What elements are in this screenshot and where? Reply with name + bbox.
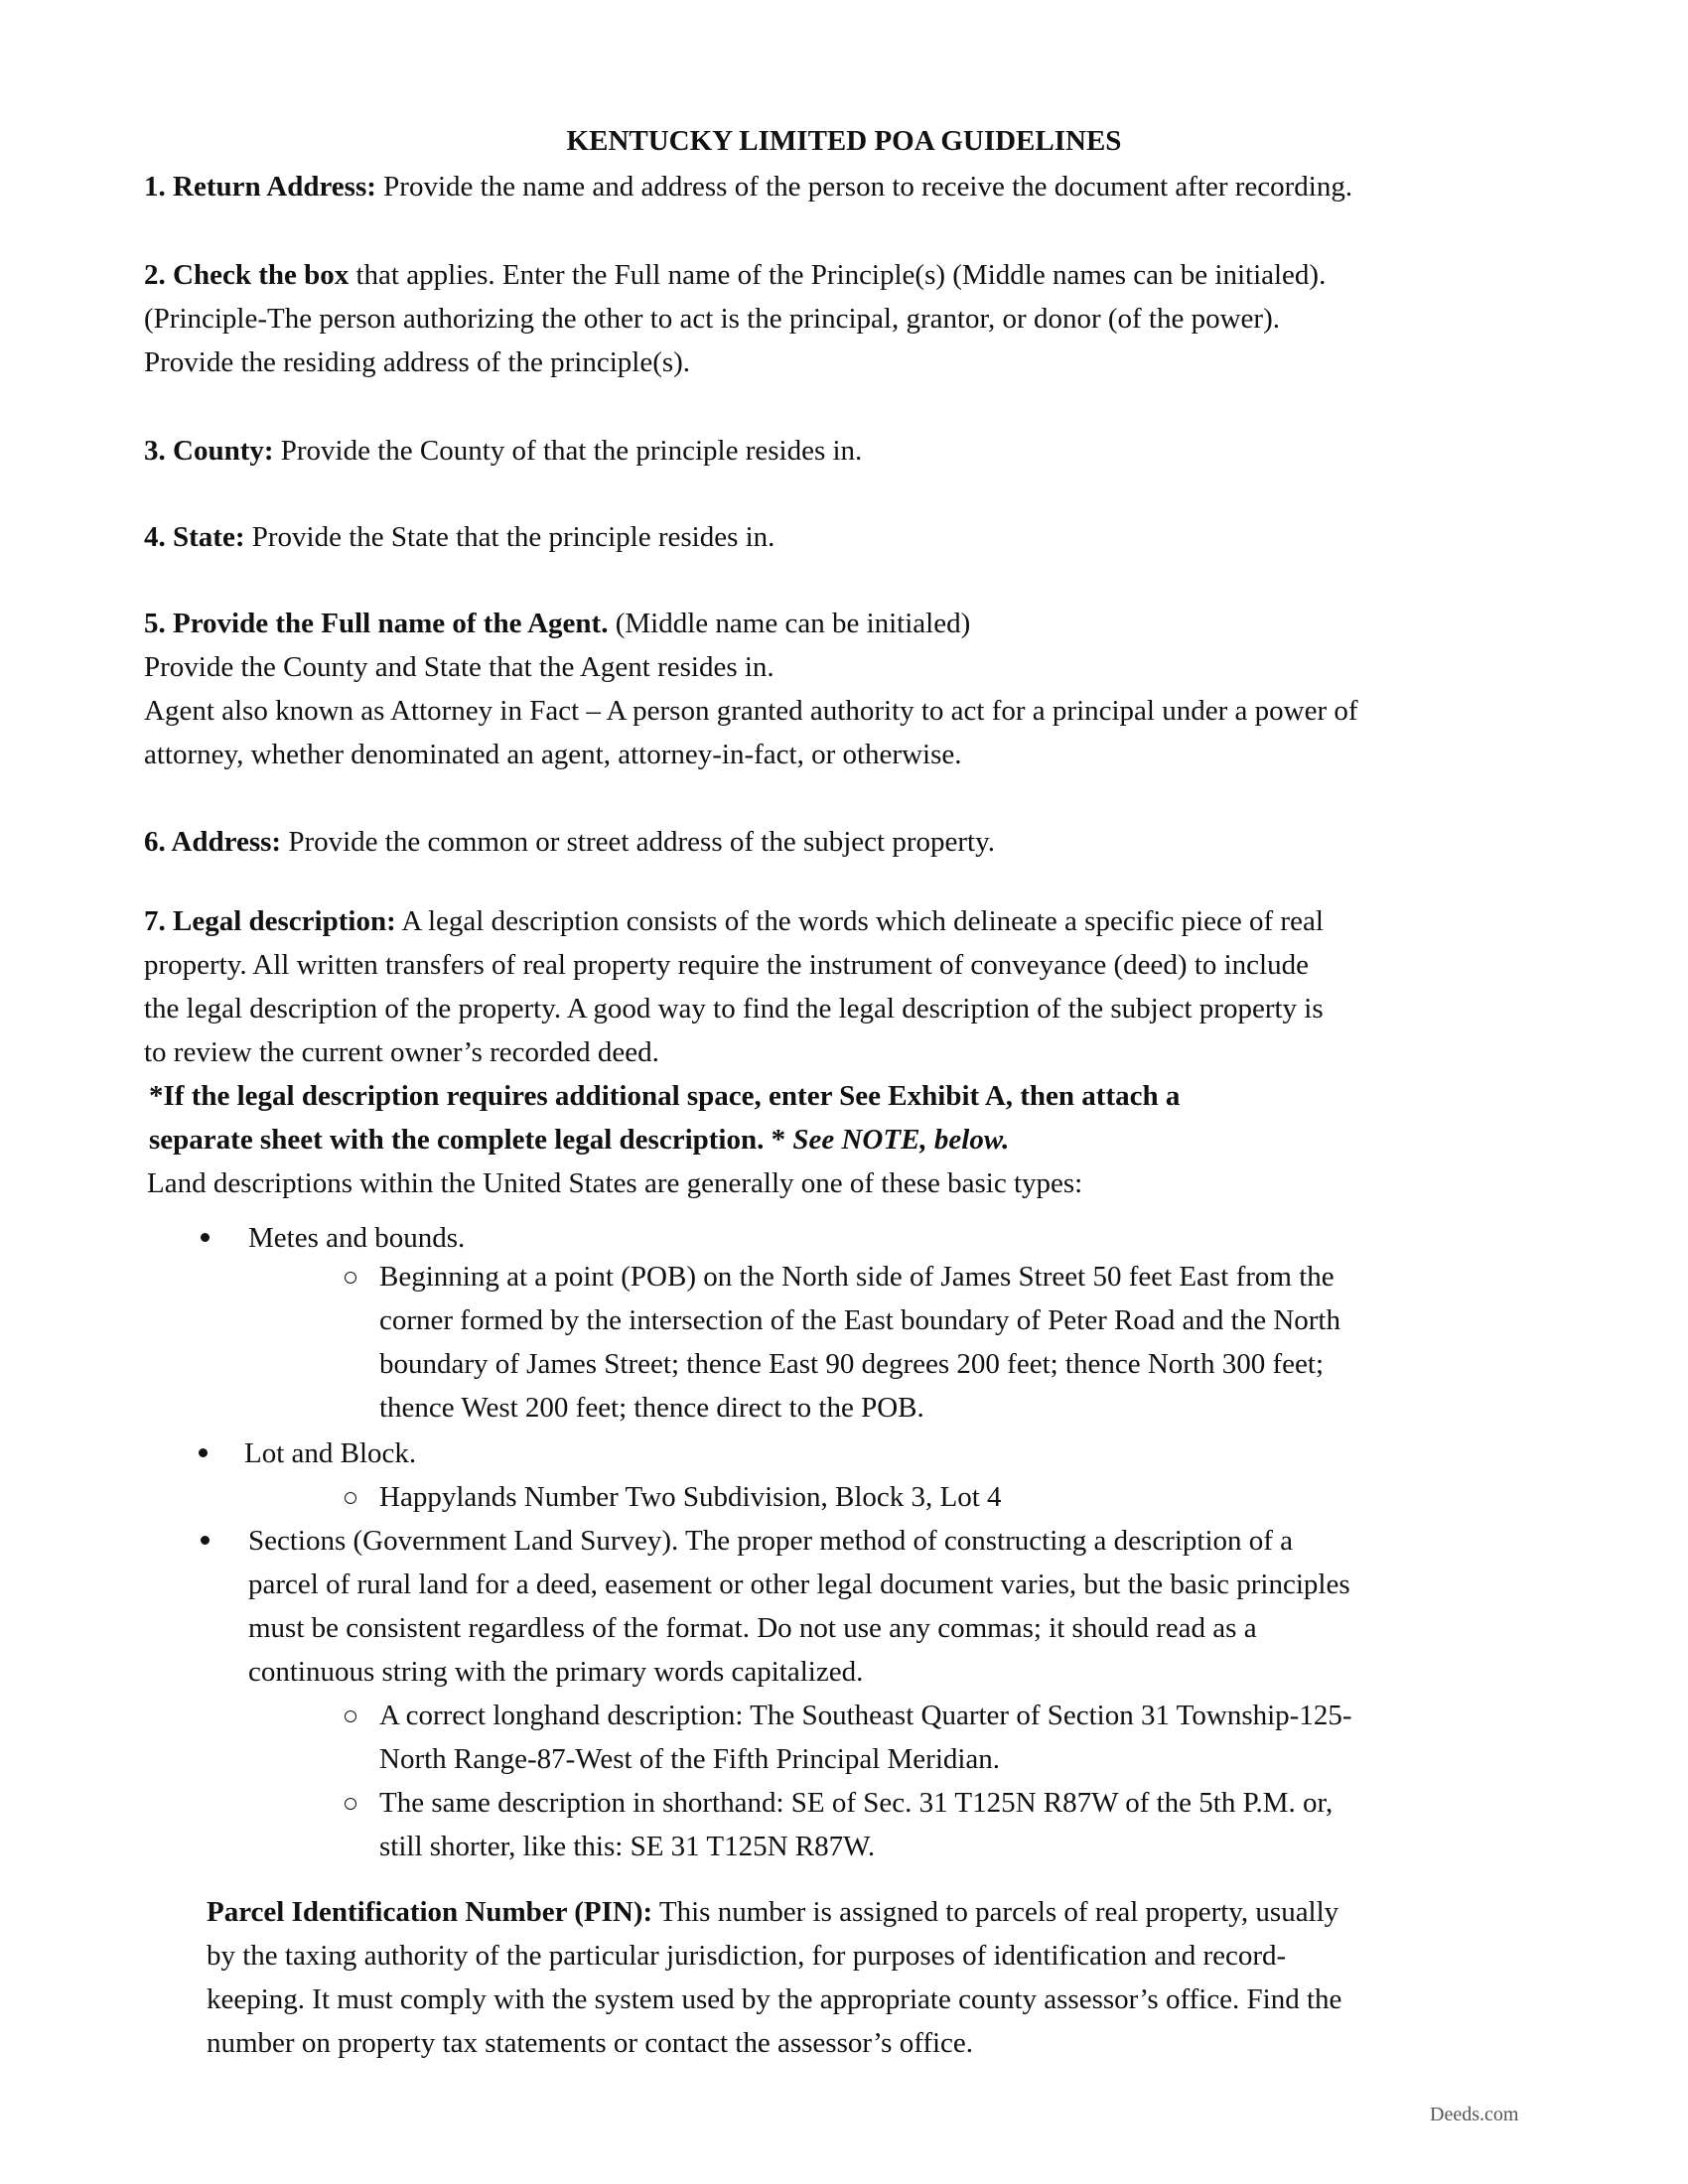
section-label: 1. Return Address:: [144, 171, 376, 203]
bullet-icon: [201, 1233, 210, 1242]
section-address: [144, 820, 1554, 864]
section-label: 4. State:: [144, 521, 245, 553]
section-text: by the taxing authority of the particular jurisdiction, for purposes of identification and record-: [207, 1940, 1287, 1972]
section-check-box: [144, 253, 1554, 384]
type-metes-text: thence West 200 feet; thence direct to the POB.: [379, 1392, 924, 1424]
type-lot-label: Lot and Block.: [244, 1437, 417, 1469]
section-label: Parcel Identification Number (PIN):: [207, 1896, 653, 1928]
type-sections-text: parcel of rural land for a deed, easement or other legal document varies, but the basic principles: [248, 1569, 1350, 1600]
sub-bullet-icon: [345, 1710, 356, 1722]
type-metes-label: Metes and bounds.: [248, 1222, 466, 1254]
section-text: Provide the residing address of the principle(s).: [144, 346, 691, 378]
section-pin: [207, 1890, 1577, 2065]
section-legal-description: [144, 899, 1554, 1205]
type-metes-text: Beginning at a point (POB) on the North side of James Street 50 feet East from the: [379, 1261, 1335, 1293]
sub-bullet-icon: [345, 1272, 356, 1284]
type-sections-text: Sections (Government Land Survey). The proper method of constructing a description of a: [248, 1525, 1294, 1557]
section-label: 6. Address:: [144, 826, 282, 858]
type-sections-text: North Range-87-West of the Fifth Principal Meridian.: [379, 1743, 1001, 1775]
bullet-icon: [201, 1536, 210, 1545]
exhibit-note: *If the legal description requires additional space, enter See Exhibit A, then attach a: [149, 1080, 1181, 1112]
section-text: Provide the State that the principle resides in.: [244, 521, 775, 553]
section-text: number on property tax statements or contact the assessor’s office.: [207, 2027, 974, 2059]
section-text: Provide the County of that the principle resides in.: [273, 435, 863, 467]
section-text: Agent also known as Attorney in Fact – A person granted authority to act for a principal under a power of: [144, 695, 1358, 727]
section-text: (Middle name can be initialed): [608, 608, 971, 639]
footer-brand: Deeds.com: [1430, 2104, 1519, 2125]
section-text: keeping. It must comply with the system used by the appropriate county assessor’s office. Find the: [207, 1983, 1342, 2015]
bullet-icon: [199, 1448, 208, 1457]
section-return-address: [144, 165, 1554, 208]
type-lot-text: Happylands Number Two Subdivision, Block 3, Lot 4: [379, 1481, 1002, 1513]
section-text: Provide the common or street address of the subject property.: [281, 826, 995, 858]
type-sections-text: still shorter, like this: SE 31 T125N R87W.: [379, 1831, 876, 1862]
section-text: attorney, whether denominated an agent, attorney-in-fact, or otherwise.: [144, 739, 962, 770]
type-sections-text: A correct longhand description: The Southeast Quarter of Section 31 Township-125-: [379, 1700, 1352, 1731]
section-text: that applies. Enter the Full name of the Principle(s) (Middle names can be initialed).: [349, 259, 1327, 291]
section-label: 3. County:: [144, 435, 274, 467]
section-agent: [144, 602, 1554, 776]
section-label: 5. Provide the Full name of the Agent.: [144, 608, 609, 639]
exhibit-note-italic: See NOTE, below.: [792, 1124, 1010, 1156]
section-text: Provide the County and State that the Agent resides in.: [144, 651, 774, 683]
exhibit-note-text: separate sheet with the complete legal description. *: [149, 1124, 793, 1156]
section-text: to review the current owner’s recorded deed.: [144, 1036, 659, 1068]
section-label: 2. Check the box: [144, 259, 350, 291]
exhibit-note: [144, 1118, 1554, 1161]
section-text: property. All written transfers of real property require the instrument of conveyance (deed) to include: [144, 949, 1309, 981]
sub-bullet-icon: [345, 1492, 356, 1504]
section-county: [144, 429, 1554, 473]
section-text: (Principle-The person authorizing the other to act is the principal, grantor, or donor (of the power).: [144, 303, 1280, 335]
section-state: [144, 515, 1554, 559]
section-text: Provide the name and address of the person to receive the document after recording.: [375, 171, 1353, 203]
type-metes-text: corner formed by the intersection of the East boundary of Peter Road and the North: [379, 1304, 1340, 1336]
type-sections-text: continuous string with the primary words capitalized.: [248, 1656, 864, 1688]
section-text: the legal description of the property. A good way to find the legal description of the subject property is: [144, 993, 1324, 1024]
type-sections-text: The same description in shorthand: SE of Sec. 31 T125N R87W of the 5th P.M. or,: [379, 1787, 1334, 1819]
section-label: 7. Legal description:: [144, 905, 396, 937]
page-title: KENTUCKY LIMITED POA GUIDELINES: [566, 125, 1122, 157]
section-text: A legal description consists of the words which delineate a specific piece of real: [395, 905, 1324, 937]
type-sections-text: must be consistent regardless of the format. Do not use any commas; it should read as a: [248, 1612, 1257, 1644]
type-metes-text: boundary of James Street; thence East 90 degrees 200 feet; thence North 300 feet;: [379, 1348, 1325, 1380]
types-intro: Land descriptions within the United States are generally one of these basic types:: [147, 1167, 1083, 1199]
sub-bullet-icon: [345, 1798, 356, 1810]
section-text: This number is assigned to parcels of real property, usually: [652, 1896, 1339, 1928]
